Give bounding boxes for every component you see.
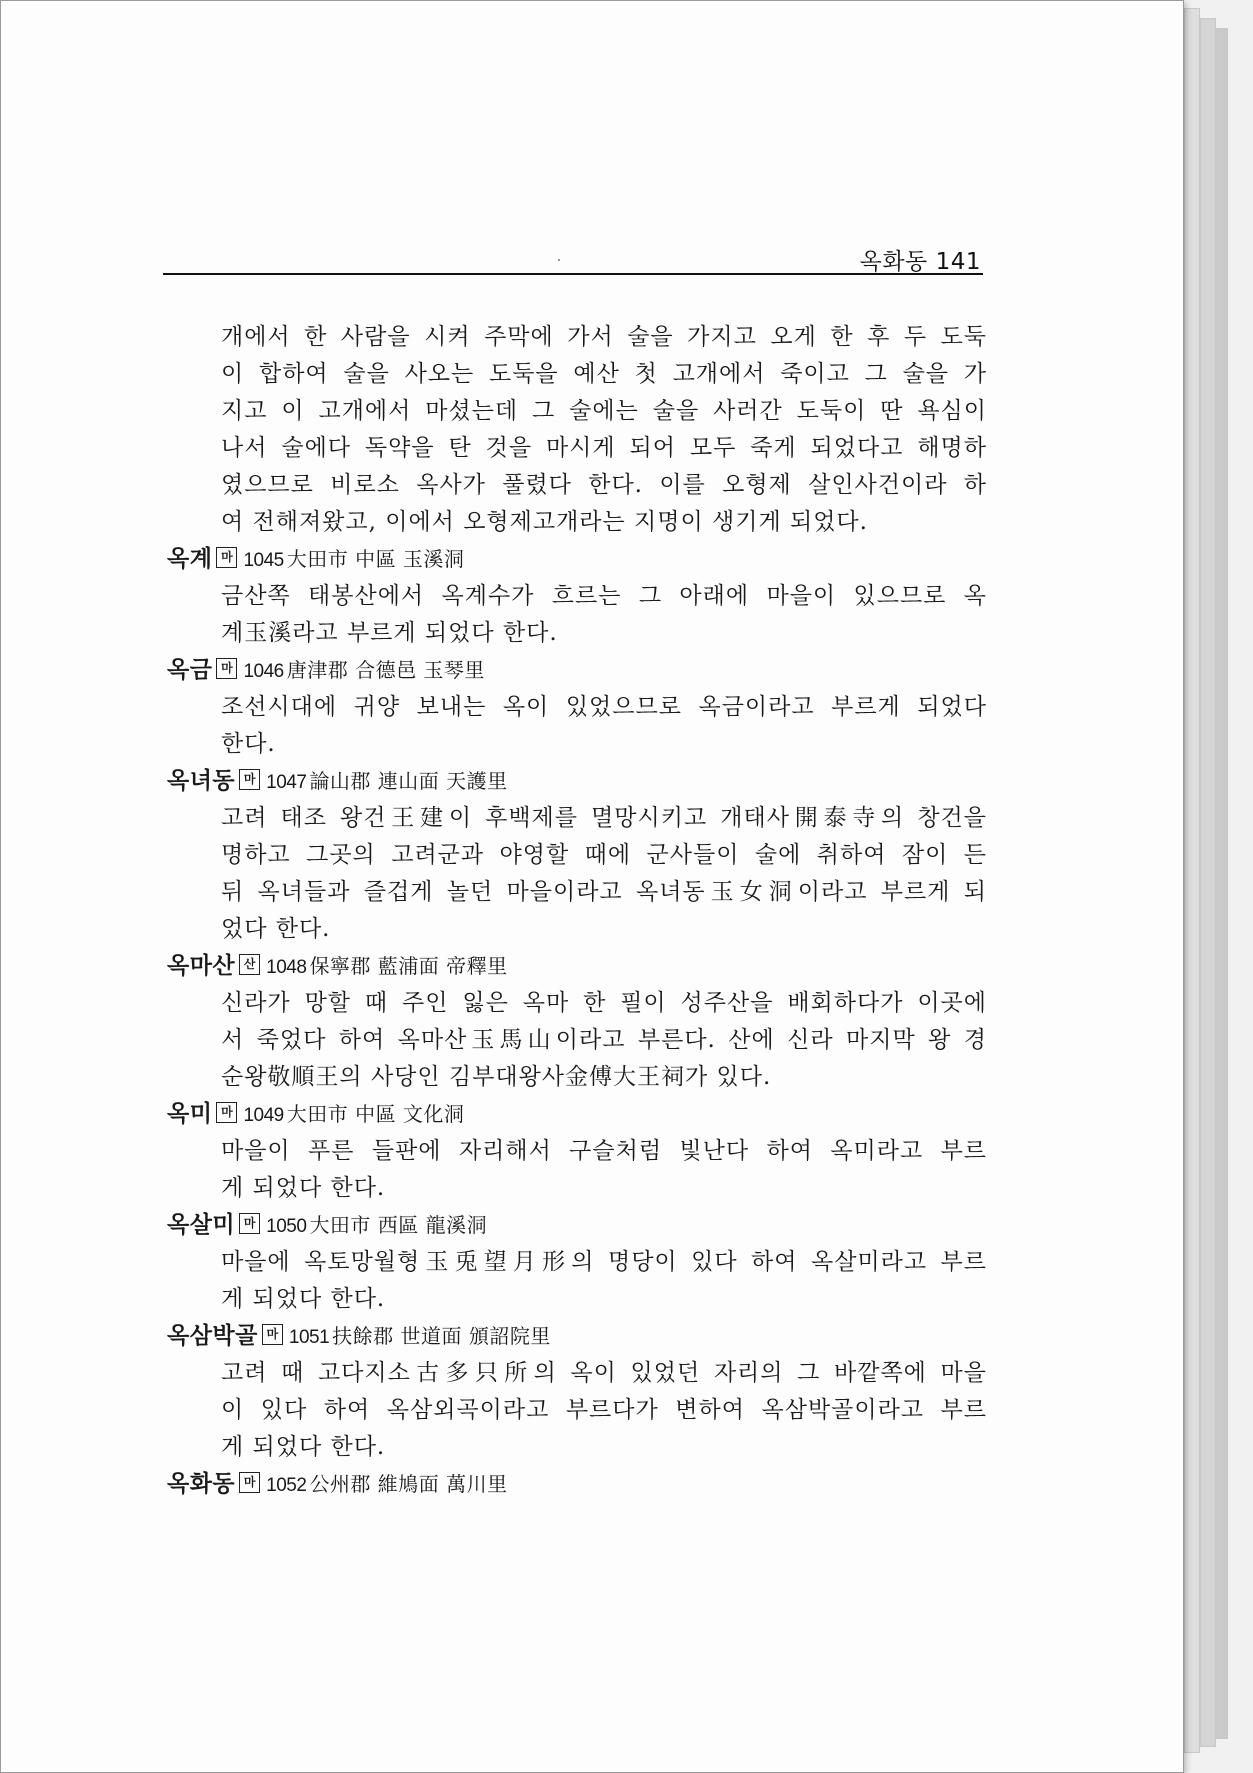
entry-number: 1047 <box>266 772 307 793</box>
text-line: 여 전해져왔고, 이에서 오형제고개라는 지명이 생기게 되었다. <box>221 509 868 535</box>
entry <box>167 1207 987 1318</box>
text-line: 금산쪽 태봉산에서 옥계수가 흐르는 그 아래에 마을이 있으므로 옥 <box>221 583 987 609</box>
text-line: 한다. <box>221 731 276 757</box>
text-line: 나서 술에다 독약을 탄 것을 마시게 되어 모두 죽게 되었다고 해명하 <box>221 435 987 461</box>
entry-heading <box>167 652 987 689</box>
entry-headword: 옥살미 <box>167 1212 236 1238</box>
entry-number: 1048 <box>266 957 307 978</box>
entry-heading <box>167 1207 987 1244</box>
entry-heading <box>167 948 987 985</box>
entry-heading <box>167 1466 987 1503</box>
entry-headword: 옥계 <box>167 546 213 572</box>
text-line: 게 되었다 한다. <box>221 1434 386 1460</box>
text-line: 계玉溪라고 부르게 되었다 한다. <box>221 620 558 646</box>
entry-location: 大田市 西區 龍溪洞 <box>309 1213 488 1237</box>
category-badge: 마 <box>216 547 237 568</box>
entry-location: 大田市 中區 玉溪洞 <box>286 547 465 571</box>
text-line: 게 되었다 한다. <box>221 1175 386 1201</box>
entry <box>167 1096 987 1207</box>
text-line: 게 되었다 한다. <box>221 1286 386 1312</box>
text-line: 였으므로 비로소 옥사가 풀렸다 한다. 이를 오형제 살인사건이라 하 <box>221 472 987 498</box>
entry <box>167 1466 987 1503</box>
header-rule <box>163 273 983 275</box>
text-line: 신라가 망할 때 주인 잃은 옥마 한 필이 성주산을 배회하다가 이곳에 <box>221 990 987 1016</box>
text-line: 이 합하여 술을 사오는 도둑을 예산 첫 고개에서 죽이고 그 술을 가 <box>221 361 987 387</box>
continuation-text <box>167 319 987 541</box>
entry-heading <box>167 1318 987 1355</box>
entry-heading <box>167 763 987 800</box>
entry <box>167 763 987 948</box>
entry-headword: 옥화동 <box>167 1471 236 1497</box>
entry-number: 1045 <box>243 550 284 571</box>
entry-number: 1051 <box>288 1327 330 1348</box>
text-line: 조선시대에 귀양 보내는 옥이 있었으므로 옥금이라고 부르게 되었다 <box>221 694 987 720</box>
entry-headword: 옥금 <box>167 657 213 683</box>
category-badge: 마 <box>216 1102 237 1123</box>
entry-location: 唐津郡 合德邑 玉琴里 <box>286 658 485 682</box>
text-line: 서 죽었다 하여 옥마산玉馬山이라고 부른다. 산에 신라 마지막 왕 경 <box>221 1027 987 1053</box>
entry <box>167 948 987 1096</box>
entry-location: 論山郡 連山面 天護里 <box>309 769 508 793</box>
text-line: 뒤 옥녀들과 즐겁게 놀던 마을이라고 옥녀동玉女洞이라고 부르게 되 <box>221 879 987 905</box>
entry-location: 大田市 中區 文化洞 <box>286 1102 465 1126</box>
entry <box>167 1318 987 1466</box>
text-line: 순왕敬順王의 사당인 김부대왕사金傅大王祠가 있다. <box>221 1064 772 1090</box>
text-line: 마을이 푸른 들판에 자리해서 구슬처럼 빛난다 하여 옥미라고 부르 <box>221 1138 987 1164</box>
speck <box>558 259 560 261</box>
entry-headword: 옥녀동 <box>167 768 236 794</box>
text-line: 명하고 그곳의 고려군과 야영할 때에 군사들이 술에 취하여 잠이 든 <box>221 842 987 868</box>
category-badge: 마 <box>262 1324 283 1345</box>
entry <box>167 652 987 763</box>
text-line: 지고 이 고개에서 마셨는데 그 술에는 술을 사러간 도둑이 딴 욕심이 <box>221 398 987 424</box>
entry-location: 保寧郡 藍浦面 帝釋里 <box>309 954 508 978</box>
entry-number: 1046 <box>243 661 284 682</box>
text-line: 고려 때 고다지소古多只所의 옥이 있었던 자리의 그 바깥쪽에 마을 <box>221 1360 987 1386</box>
entry-headword: 옥마산 <box>167 953 236 979</box>
entry-list <box>167 541 987 1503</box>
entry-location: 公州郡 維鳩面 萬川里 <box>309 1472 508 1496</box>
text-line: 이 있다 하여 옥삼외곡이라고 부르다가 변하여 옥삼박골이라고 부르 <box>221 1397 987 1423</box>
category-badge: 산 <box>239 954 260 975</box>
page-stack-edge <box>1184 8 1200 1753</box>
entry-number: 1050 <box>266 1216 307 1237</box>
entry-number: 1052 <box>266 1475 307 1496</box>
text-line: 고려 태조 왕건王建이 후백제를 멸망시키고 개태사開泰寺의 창건을 <box>221 805 987 831</box>
category-badge: 마 <box>239 1213 260 1234</box>
category-badge: 마 <box>216 658 237 679</box>
category-badge: 마 <box>239 769 260 790</box>
entry-heading <box>167 541 987 578</box>
page-stack-edge <box>1216 28 1228 1739</box>
running-head: 옥화동 141 <box>859 249 981 275</box>
page-stack-edge <box>1200 18 1216 1747</box>
text-line: 개에서 한 사람을 시켜 주막에 가서 술을 가지고 오게 한 후 두 도둑 <box>221 324 987 350</box>
entry-number: 1049 <box>243 1105 284 1126</box>
text-line: 었다 한다. <box>221 916 331 942</box>
entry-heading <box>167 1096 987 1133</box>
entry <box>167 541 987 652</box>
category-badge: 마 <box>239 1472 260 1493</box>
dictionary-content <box>167 319 987 1503</box>
entry-headword: 옥삼박골 <box>167 1323 258 1349</box>
entry-headword: 옥미 <box>167 1101 213 1127</box>
entry-location: 扶餘郡 世道面 頒詔院里 <box>332 1324 551 1348</box>
text-line: 마을에 옥토망월형玉兎望月形의 명당이 있다 하여 옥살미라고 부르 <box>221 1249 987 1275</box>
